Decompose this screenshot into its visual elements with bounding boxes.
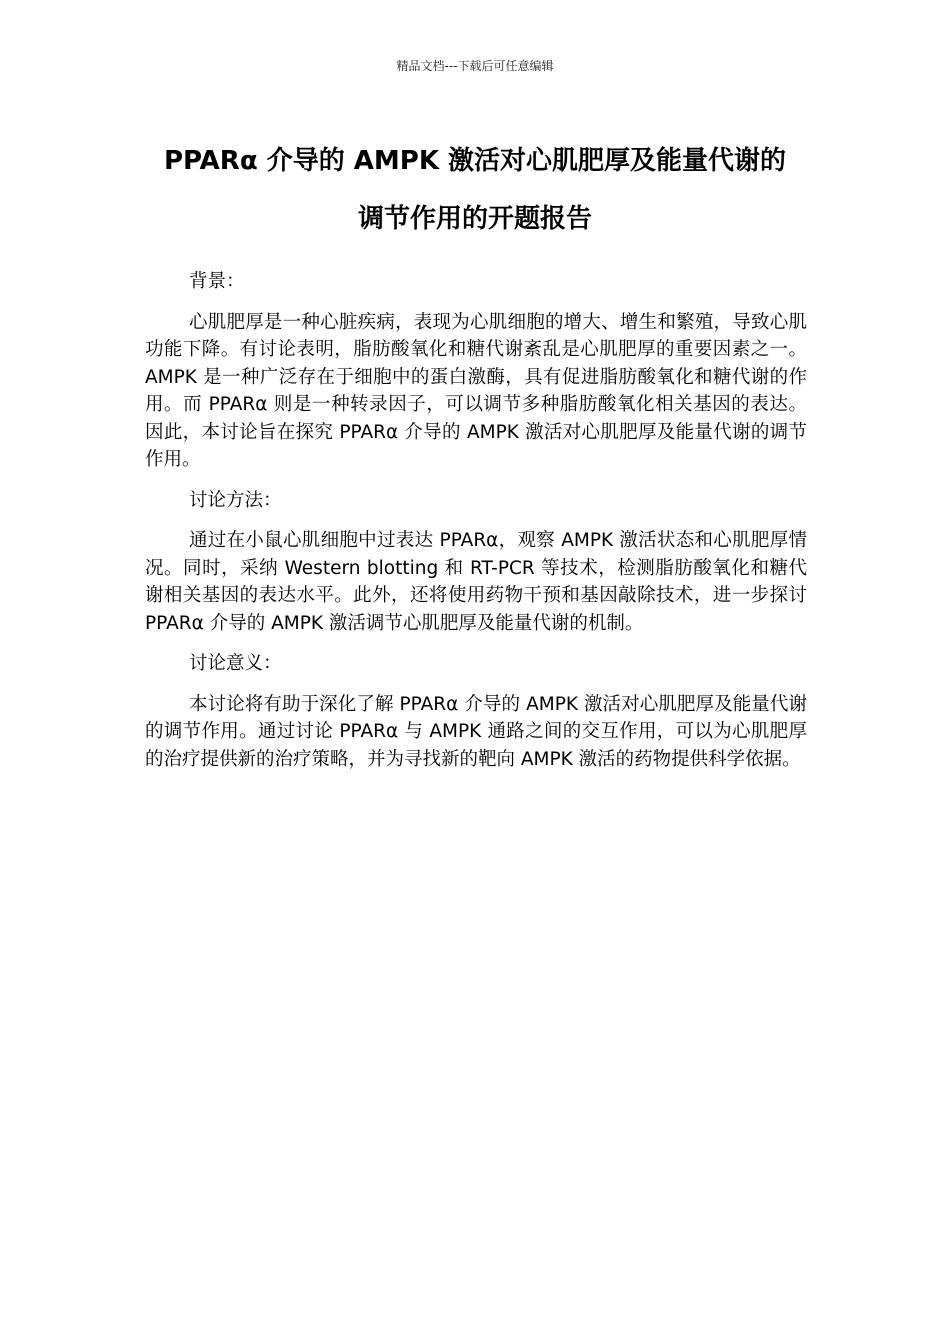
title-line-1: PPARα 介导的 AMPK 激活对心肌肥厚及能量代谢的 bbox=[163, 146, 787, 176]
header-note: 精品文档---下载后可任意编辑 bbox=[396, 59, 554, 73]
document-title bbox=[120, 132, 830, 248]
section-text-background: 心肌肥厚是一种心脏疾病，表现为心肌细胞的增大、增生和繁殖，导致心肌功能下降。有讨论表明，脂肪酸氧化和糖代谢紊乱是心肌肥厚的重要因素之一。AMPK 是一种广泛存在于细胞中的蛋白激酶，具有促进脂肪酸氧化和糖代谢的作用。而 PPARα 则是一种转录因子，可以调节多种脂肪酸氧化相关基因的表达。因此，本讨论旨在探究 PPARα 介导的 AMPK 激活对心肌肥厚及能量代谢的调节作用。 bbox=[145, 311, 807, 470]
section-text-significance: 本讨论将有助于深化了解 PPARα 介导的 AMPK 激活对心肌肥厚及能量代谢的调节作用。通过讨论 PPARα 与 AMPK 通路之间的交互作用，可以为心肌肥厚的治疗提供新的治疗策略，并为寻找新的靶向 AMPK 激活的药物提供科学依据。 bbox=[145, 693, 807, 770]
section-label-significance: 讨论意义： bbox=[189, 653, 282, 674]
document-body bbox=[145, 268, 807, 786]
section-label-methods: 讨论方法： bbox=[189, 489, 282, 511]
section-text-methods: 通过在小鼠心肌细胞中过表达 PPARα，观察 AMPK 激活状态和心肌肥厚情况。同时，采纳 Western blotting 和 RT-PCR 等技术，检测脂肪酸氧化和糖代谢相关基因的表达水平。此外，还将使用药物干预和基因敲除技术，进一步探讨 PPARα 介导的 AMPK 激活调节心肌肥厚及能量代谢的机制。 bbox=[145, 530, 807, 634]
section-label-background: 背景： bbox=[189, 271, 245, 292]
title-line-2: 调节作用的开题报告 bbox=[357, 204, 592, 234]
